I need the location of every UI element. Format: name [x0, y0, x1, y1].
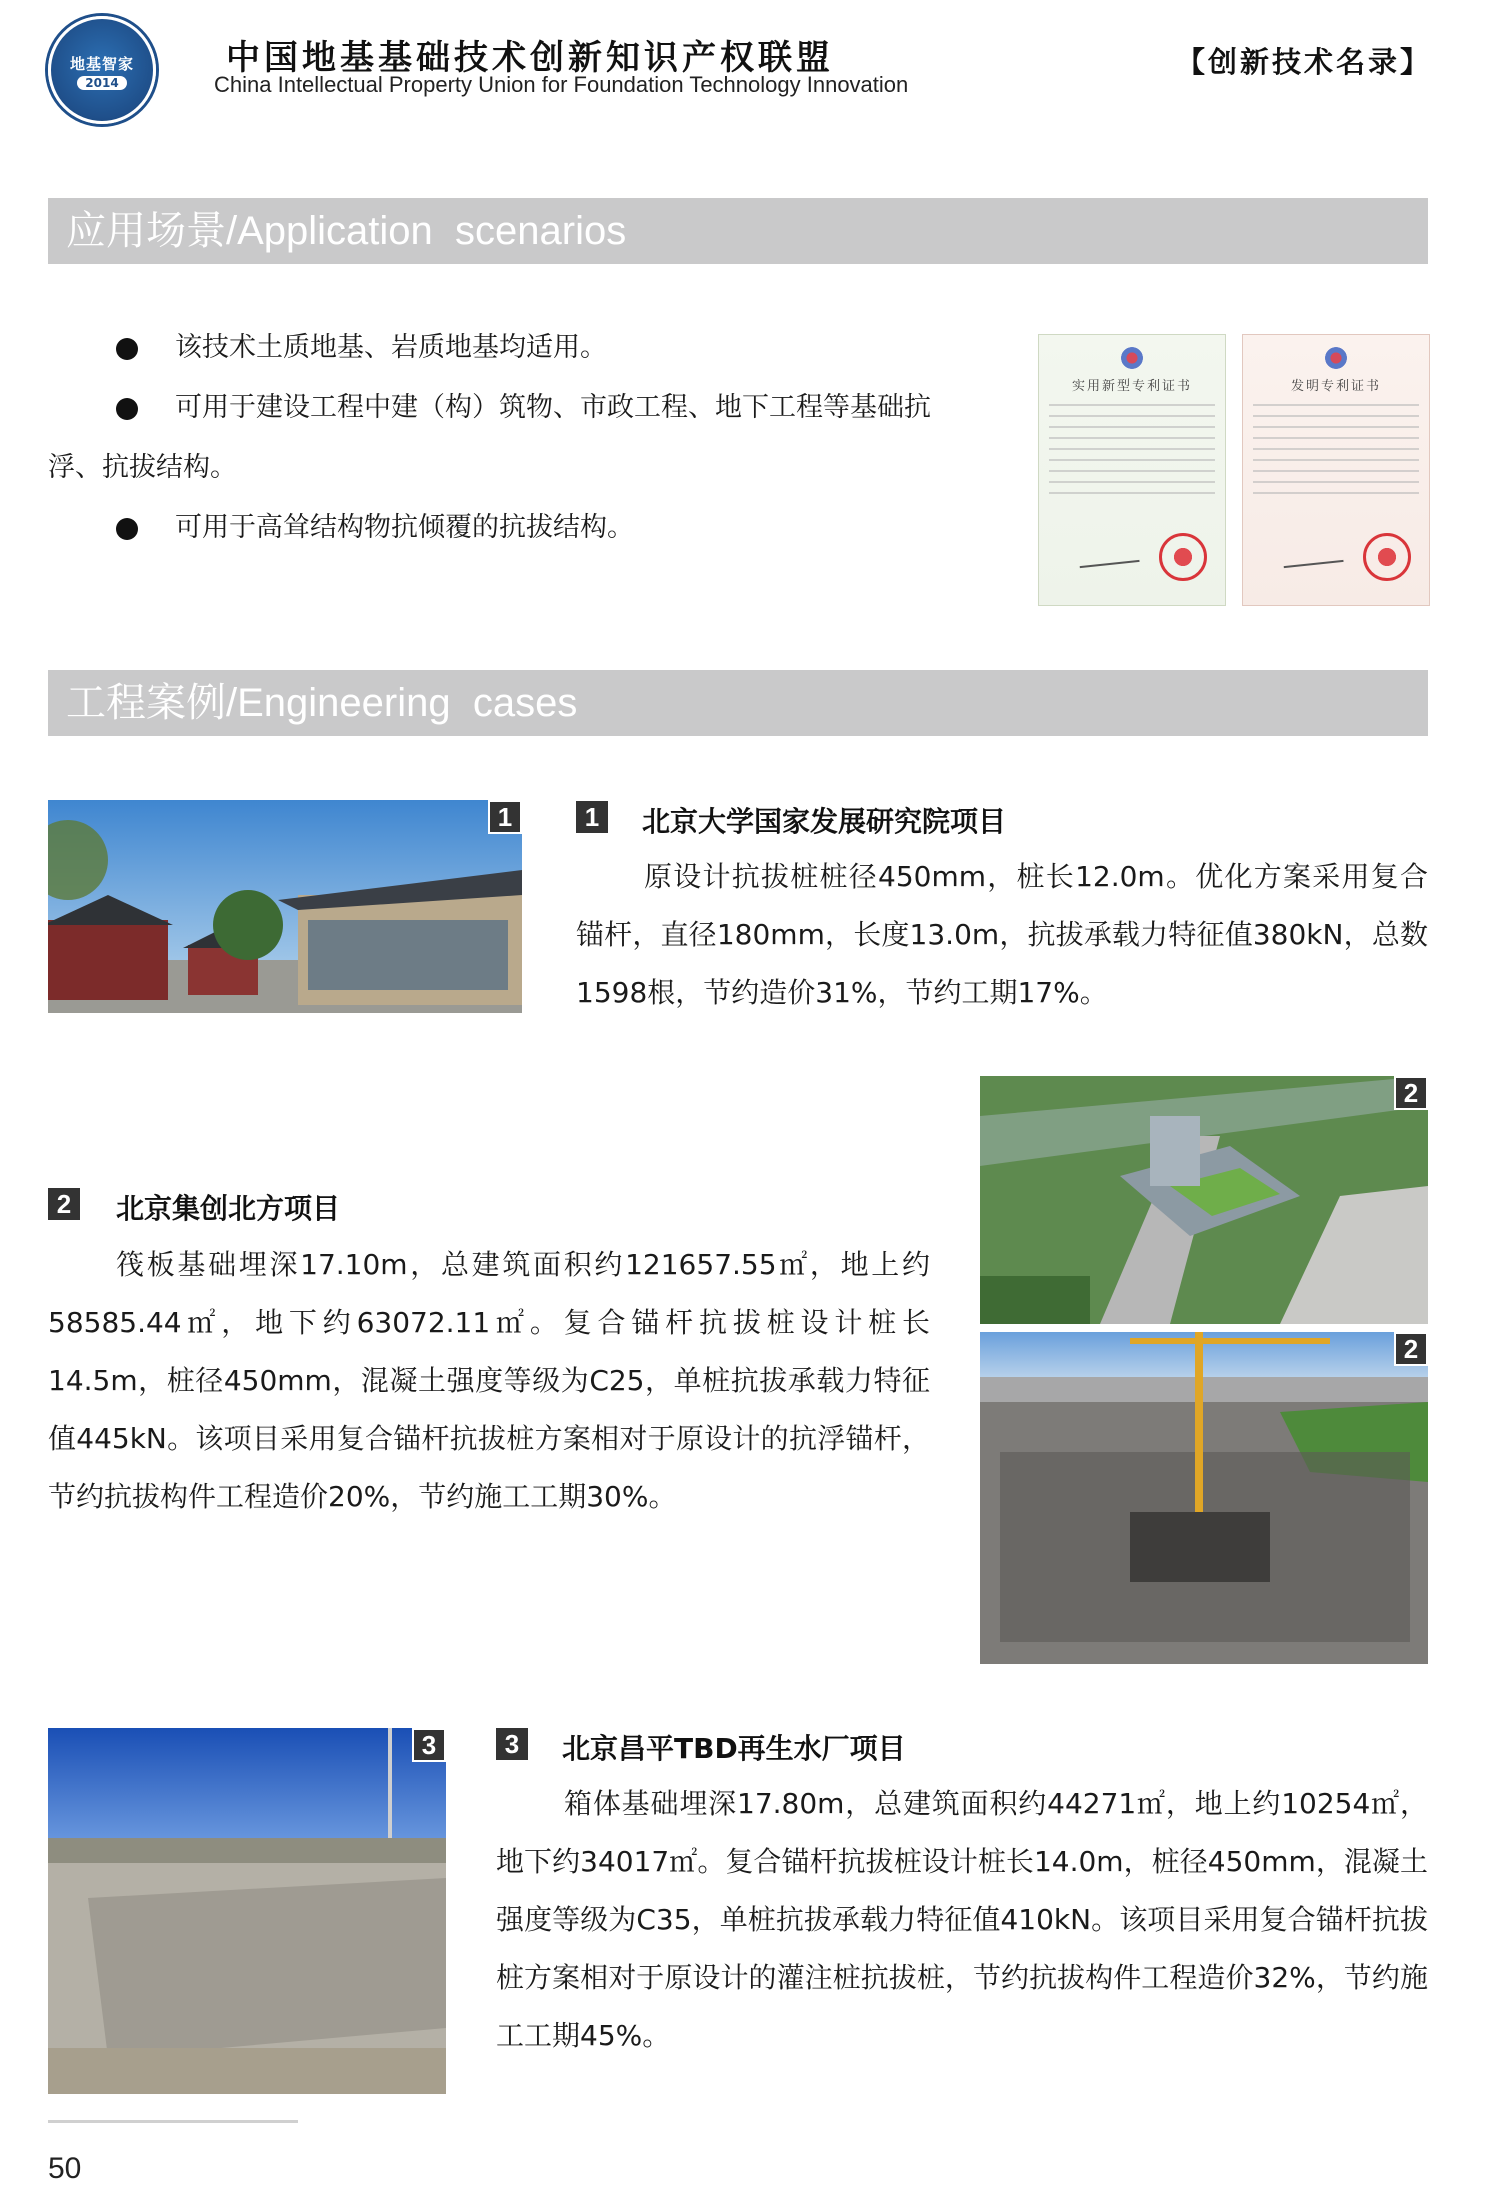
certificate-title: 实用新型专利证书 — [1071, 379, 1192, 394]
list-item-continuation: 浮、抗拔结构。 — [48, 452, 237, 483]
bullet-icon — [116, 518, 138, 540]
page-number: 50 — [48, 2152, 82, 2185]
section-bar-application: 应用场景/Application scenarios — [48, 198, 1428, 264]
bullet-icon — [116, 398, 138, 420]
case-2-rendering-photo — [980, 1076, 1428, 1324]
list-item-text: 该技术土质地基、岩质地基均适用。 — [175, 332, 607, 363]
case-number-icon: 3 — [496, 1728, 528, 1760]
case-2-site-photo — [980, 1332, 1428, 1664]
case-number-icon: 2 — [48, 1188, 80, 1220]
section-bar-cases: 工程案例/Engineering cases — [48, 670, 1428, 736]
list-item — [48, 378, 1008, 438]
seal-icon — [1159, 533, 1207, 581]
footer-divider — [48, 2120, 298, 2123]
case-3-description: 箱体基础埋深17.80m，总建筑面积约44271㎡，地上约10254㎡，地下约34017㎡。复合锚杆抗拔桩设计桩长14.0m，桩径450mm，混凝土强度等级为C35，单桩抗拔承载力特征值410kN。该项目采用复合锚杆抗拔桩方案相对于原设计的灌注桩抗拔桩，节约抗拔构件工程造价32%，节约施工工期45%。 — [496, 1787, 1428, 2052]
header-title-en: China Intellectual Property Union for Foundation Technology Innovation — [214, 72, 909, 97]
case-number-badge: 2 — [1394, 1332, 1428, 1366]
case-3-photo — [48, 1728, 446, 2094]
case-number-badge: 2 — [1394, 1076, 1428, 1110]
case-2-description: 筏板基础埋深17.10m，总建筑面积约121657.55㎡，地上约58585.44㎡，地下约63072.11㎡。复合锚杆抗拔桩设计桩长14.5m，桩径450mm，混凝土强度等级为C25，单桩抗拔承载力特征值445kN。该项目采用复合锚杆抗拔桩方案相对于原设计的抗浮锚杆，节约抗拔构件工程造价20%，节约施工工期30%。 — [48, 1248, 930, 1513]
patent-emblem-icon — [1121, 347, 1143, 369]
signature-icon — [1282, 548, 1343, 568]
logo-text: 地基智家 — [69, 54, 134, 73]
list-item — [48, 498, 1008, 558]
list-item-text: 可用于高耸结构物抗倾覆的抗拔结构。 — [175, 512, 634, 543]
seal-icon — [1363, 533, 1411, 581]
utility-patent-certificate — [1038, 334, 1226, 606]
case-3-title: 北京昌平TBD再生水厂项目 — [562, 1732, 906, 1765]
header-title-cn: 中国地基基础技术创新知识产权联盟 — [226, 38, 834, 78]
invention-patent-certificate — [1242, 334, 1430, 606]
alliance-logo — [48, 16, 156, 124]
bullet-icon — [116, 338, 138, 360]
patent-emblem-icon — [1325, 347, 1347, 369]
signature-icon — [1078, 548, 1139, 568]
case-number-badge: 3 — [412, 1728, 446, 1762]
list-item-text: 可用于建设工程中建（构）筑物、市政工程、地下工程等基础抗 — [175, 392, 931, 423]
case-1-description: 原设计抗拔桩桩径450mm，桩长12.0m。优化方案采用复合锚杆，直径180mm，长度13.0m，抗拔承载力特征值380kN，总数1598根，节约造价31%，节约工期17%。 — [576, 860, 1428, 1009]
case-1-photo — [48, 800, 522, 1013]
case-2-title: 北京集创北方项目 — [116, 1192, 341, 1225]
case-1-title: 北京大学国家发展研究院项目 — [642, 805, 1007, 838]
case-number-badge: 1 — [488, 800, 522, 834]
list-item — [48, 318, 1008, 378]
header-catalog-tag: 【创新技术名录】 — [1175, 45, 1432, 79]
application-list — [48, 318, 1008, 558]
logo-year: 2014 — [77, 76, 126, 90]
case-number-icon: 1 — [576, 801, 608, 833]
certificate-title: 发明专利证书 — [1290, 379, 1381, 394]
